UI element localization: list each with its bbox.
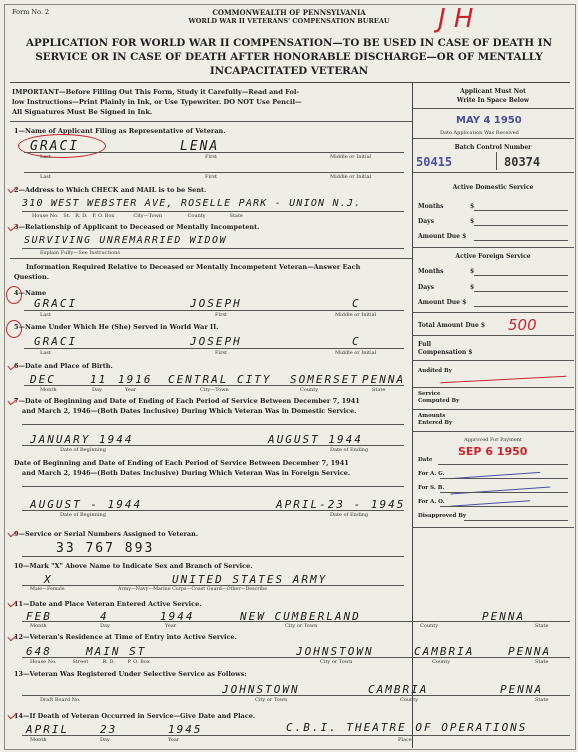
sub-end-8: Date of Ending — [330, 512, 369, 518]
field5-middle[interactable]: C — [352, 335, 361, 348]
field10-subs: Male—Female Army—Navy—Marine Corps—Coast Guard—Other—Describe — [30, 587, 268, 592]
sub-end-7: Date of Ending — [330, 447, 369, 453]
audited-by: Audited By — [418, 368, 452, 374]
field2-subs: House No. St. R. D. P. O. Box City—Town County State — [32, 213, 243, 219]
field8-label-1: Date of Beginning and Date of Ending of Each Period of Service Between December 7, 1941 — [14, 459, 349, 467]
sub-month-14: Month — [30, 737, 47, 743]
field11-city[interactable]: NEW CUMBERLAND — [240, 610, 361, 623]
received-label: Date Application Was Received — [440, 130, 519, 136]
form-number: Form No. 2 — [12, 8, 50, 16]
sub-city-11: City or Town — [285, 623, 318, 629]
field4-first[interactable]: JOSEPH — [190, 297, 242, 310]
batch-number-left: 50415 — [416, 155, 453, 169]
sub-year-11: Year — [165, 623, 177, 629]
sub-first: First — [205, 154, 218, 160]
red-circle-mark — [18, 134, 106, 158]
field11-state[interactable]: PENNA — [482, 610, 526, 623]
approved-date-label: Date — [418, 457, 433, 463]
field2-address[interactable]: 310 WEST WEBSTER AVE, ROSELLE PARK - UNION N.J. — [22, 198, 362, 209]
sub-year-14: Year — [168, 737, 180, 743]
for-ag: For A. G. — [418, 471, 445, 477]
sub-county-12: County — [432, 659, 451, 665]
field12-label: 12—Veteran's Residence at Time of Entry into Active Service. — [14, 633, 237, 641]
field12-state[interactable]: PENNA — [508, 645, 552, 658]
disapproved-by: Disapproved By — [418, 513, 467, 519]
sub-state-6: State — [372, 387, 386, 393]
field4-middle[interactable]: C — [352, 297, 361, 310]
amounts-entered-2: Entered By — [418, 420, 453, 426]
field12-house[interactable]: 648 — [26, 645, 52, 658]
batch-label: Batch Control Number — [454, 144, 532, 151]
field14-label: 14—If Death of Veteran Occurred in Service—Give Date and Place. — [14, 712, 256, 720]
sub-county-11: County — [420, 623, 439, 629]
service-computed-1: Service — [418, 391, 441, 397]
sub-year-6: Year — [125, 387, 137, 393]
sub-middle-2: Middle or Initial — [330, 174, 372, 180]
sub-first-2: First — [205, 174, 218, 180]
field3-label: 3—Relationship of Applicant to Deceased or Mentally Incompetent. — [14, 223, 260, 231]
sub-place-14: Place — [398, 737, 412, 743]
field2-label: 2—Address to Which CHECK and MAIL is to be Sent. — [14, 186, 207, 194]
field11-day[interactable]: 4 — [100, 610, 109, 623]
domestic-amount: Amount Due $ — [418, 233, 467, 240]
field10-branch[interactable]: UNITED STATES ARMY — [172, 573, 328, 586]
field13-state[interactable]: PENNA — [500, 683, 544, 696]
instructions-line1: IMPORTANT—Before Filling Out This Form, Study it Carefully—Read and Fol- — [12, 88, 300, 96]
approved-date-stamp: SEP 6 1950 — [458, 445, 528, 458]
org-name: COMMONWEALTH OF PENNSYLVANIA — [212, 8, 366, 17]
field3-relationship[interactable]: SURVIVING UNREMARRIED WIDOW — [24, 235, 228, 246]
info-label-2: Question. — [14, 273, 49, 281]
sub-begin-7: Date of Beginning — [60, 447, 106, 453]
field5-first[interactable]: JOSEPH — [190, 335, 242, 348]
field5-last[interactable]: GRACI — [34, 335, 78, 348]
field6-year[interactable]: 1916 — [118, 373, 153, 386]
sub-last-4: Last — [40, 312, 51, 318]
received-date-stamp: MAY 4 1950 — [456, 115, 522, 126]
field4-last[interactable]: GRACI — [34, 297, 78, 310]
form-title-line1: APPLICATION FOR WORLD WAR II COMPENSATION—TO BE USED IN CASE OF DEATH IN — [26, 37, 552, 49]
sub-day-11: Day — [100, 623, 110, 629]
full-comp-2: Compensation $ — [418, 349, 473, 356]
domestic-days: Days — [418, 218, 434, 225]
foreign-months-dollar: $ — [470, 268, 475, 275]
sub-middle: Middle or Initial — [330, 154, 372, 160]
sub-last-2: Last — [40, 174, 51, 180]
field11-label: 11—Date and Place Veteran Entered Active Service. — [14, 600, 202, 608]
field5-label: 5—Name Under Which He (She) Served in World War II. — [14, 323, 219, 331]
field12-street[interactable]: MAIN ST — [86, 645, 147, 658]
field14-day[interactable]: 23 — [100, 723, 118, 736]
field1-first[interactable]: LENA — [180, 139, 220, 154]
sub-middle-5: Middle or Initial — [335, 350, 377, 356]
sub-county-6: County — [300, 387, 319, 393]
bureau-name: WORLD WAR II VETERANS' COMPENSATION BUREAU — [188, 17, 390, 25]
field8-end[interactable]: APRIL-23 - 1945 — [276, 498, 406, 511]
sub-first-4: First — [215, 312, 228, 318]
field4-label: 4—Name — [14, 289, 47, 297]
field8-begin[interactable]: AUGUST - 1944 — [30, 498, 143, 511]
sub-day-6: Day — [92, 387, 102, 393]
sub-middle-4: Middle or Initial — [335, 312, 377, 318]
field12-city[interactable]: JOHNSTOWN — [296, 645, 374, 658]
field14-year[interactable]: 1945 — [168, 723, 203, 736]
field6-county[interactable]: SOMERSET — [290, 373, 359, 386]
sub-last: Last — [40, 154, 51, 160]
sub-month-6: Month — [40, 387, 57, 393]
field9-serial[interactable]: 33 767 893 — [56, 541, 155, 556]
field12-county[interactable]: CAMBRIA — [414, 645, 475, 658]
field11-year[interactable]: 1944 — [160, 610, 195, 623]
instructions-line3: All Signatures Must Be Signed in Ink. — [12, 108, 153, 116]
field7-label-1: 7—Date of Beginning and Date of Ending of Each Period of Service Between December 7, 1941 — [14, 397, 360, 405]
field6-day[interactable]: 11 — [90, 373, 108, 386]
field10-sex-mark[interactable]: X — [44, 573, 53, 586]
info-label-1: Information Required Relative to Deceased or Mentally Incompetent Veteran—Answer Each — [26, 263, 361, 271]
field7-begin[interactable]: JANUARY 1944 — [30, 433, 134, 446]
field1-last[interactable]: GRACI — [30, 139, 80, 154]
instructions-line2: low Instructions—Print Plainly in Ink, or Use Typewriter. DO NOT Use Pencil— — [12, 98, 302, 106]
field14-place[interactable]: C.B.I. THEATRE OF OPERATIONS — [286, 721, 528, 734]
domestic-months-dollar: $ — [470, 203, 475, 210]
field12-subs: House No. Street R. D. P. O. Box — [30, 659, 150, 665]
foreign-days-dollar: $ — [470, 284, 475, 291]
field3-sub: Explain Fully—See Instructions — [40, 250, 120, 256]
field1-label: 1—Name of Applicant Filing as Representative of Veteran. — [14, 127, 226, 135]
field14-month[interactable]: APRIL — [26, 723, 70, 736]
sub-city-6: City—Town — [200, 387, 229, 393]
foreign-amount: Amount Due $ — [418, 299, 467, 306]
sub-city-13: City or Town — [255, 697, 288, 703]
foreign-title: Active Foreign Service — [455, 253, 531, 260]
field8-label-2: and March 2, 1946—(Both Dates Inclusive) During Which Veteran Was in Foreign Service. — [22, 469, 351, 477]
total-label: Total Amount Due $ — [418, 322, 486, 329]
field6-city[interactable]: CENTRAL CITY — [168, 373, 272, 386]
full-comp-1: Full — [418, 341, 432, 348]
domestic-title: Active Domestic Service — [452, 184, 534, 191]
field6-label: 6—Date and Place of Birth. — [14, 362, 113, 370]
field6-month[interactable]: DEC — [30, 373, 56, 386]
total-value: 500 — [508, 316, 537, 334]
field13-county[interactable]: CAMBRIA — [368, 683, 429, 696]
office-use-1: Applicant Must Not — [460, 88, 526, 95]
sub-first-5: First — [215, 350, 228, 356]
handwritten-initials: J H — [438, 4, 474, 34]
for-sb: For S. B. — [418, 485, 445, 491]
office-use-2: Write In Space Below — [456, 97, 530, 104]
field13-label: 13—Veteran Was Registered Under Selective Service as Follows: — [14, 670, 247, 678]
sub-day-14: Day — [100, 737, 110, 743]
service-computed-2: Computed By — [418, 398, 460, 404]
field11-month[interactable]: FEB — [26, 610, 52, 623]
sub-city-12: City or Town — [320, 659, 353, 665]
sub-board-13: Draft Board No. — [40, 697, 81, 703]
for-ao: For A. O. — [418, 499, 445, 505]
field9-label: 9—Service or Serial Numbers Assigned to Veteran. — [14, 530, 199, 538]
form-title-line2: SERVICE OR IN CASE OF DEATH AFTER HONORABLE DISCHARGE—OR OF MENTALLY — [35, 51, 543, 63]
sub-county-13: County — [400, 697, 419, 703]
batch-number-right: 80374 — [504, 155, 541, 169]
amounts-entered-1: Amounts — [418, 413, 446, 419]
field6-state[interactable]: PENNA — [362, 373, 406, 386]
domestic-days-dollar: $ — [470, 218, 475, 225]
foreign-days: Days — [418, 284, 434, 291]
sub-begin-8: Date of Beginning — [60, 512, 106, 518]
form-title-line3: INCAPACITATED VETERAN — [209, 65, 369, 77]
sub-month-11: Month — [30, 623, 47, 629]
sub-state-12: State — [535, 659, 549, 665]
sub-last-5: Last — [40, 350, 51, 356]
field10-label: 10—Mark "X" Above Name to Indicate Sex and Branch of Service. — [14, 562, 253, 570]
foreign-months: Months — [418, 268, 444, 275]
sub-state-11: State — [535, 623, 549, 629]
field7-label-2: and March 2, 1946—(Both Dates Inclusive) During Which Veteran Was in Domestic Service. — [22, 407, 357, 415]
domestic-months: Months — [418, 203, 444, 210]
field7-end[interactable]: AUGUST 1944 — [268, 433, 363, 446]
approved-label: Approved For Payment — [463, 437, 523, 443]
field13-city[interactable]: JOHNSTOWN — [222, 683, 300, 696]
sub-state-13: State — [535, 697, 549, 703]
